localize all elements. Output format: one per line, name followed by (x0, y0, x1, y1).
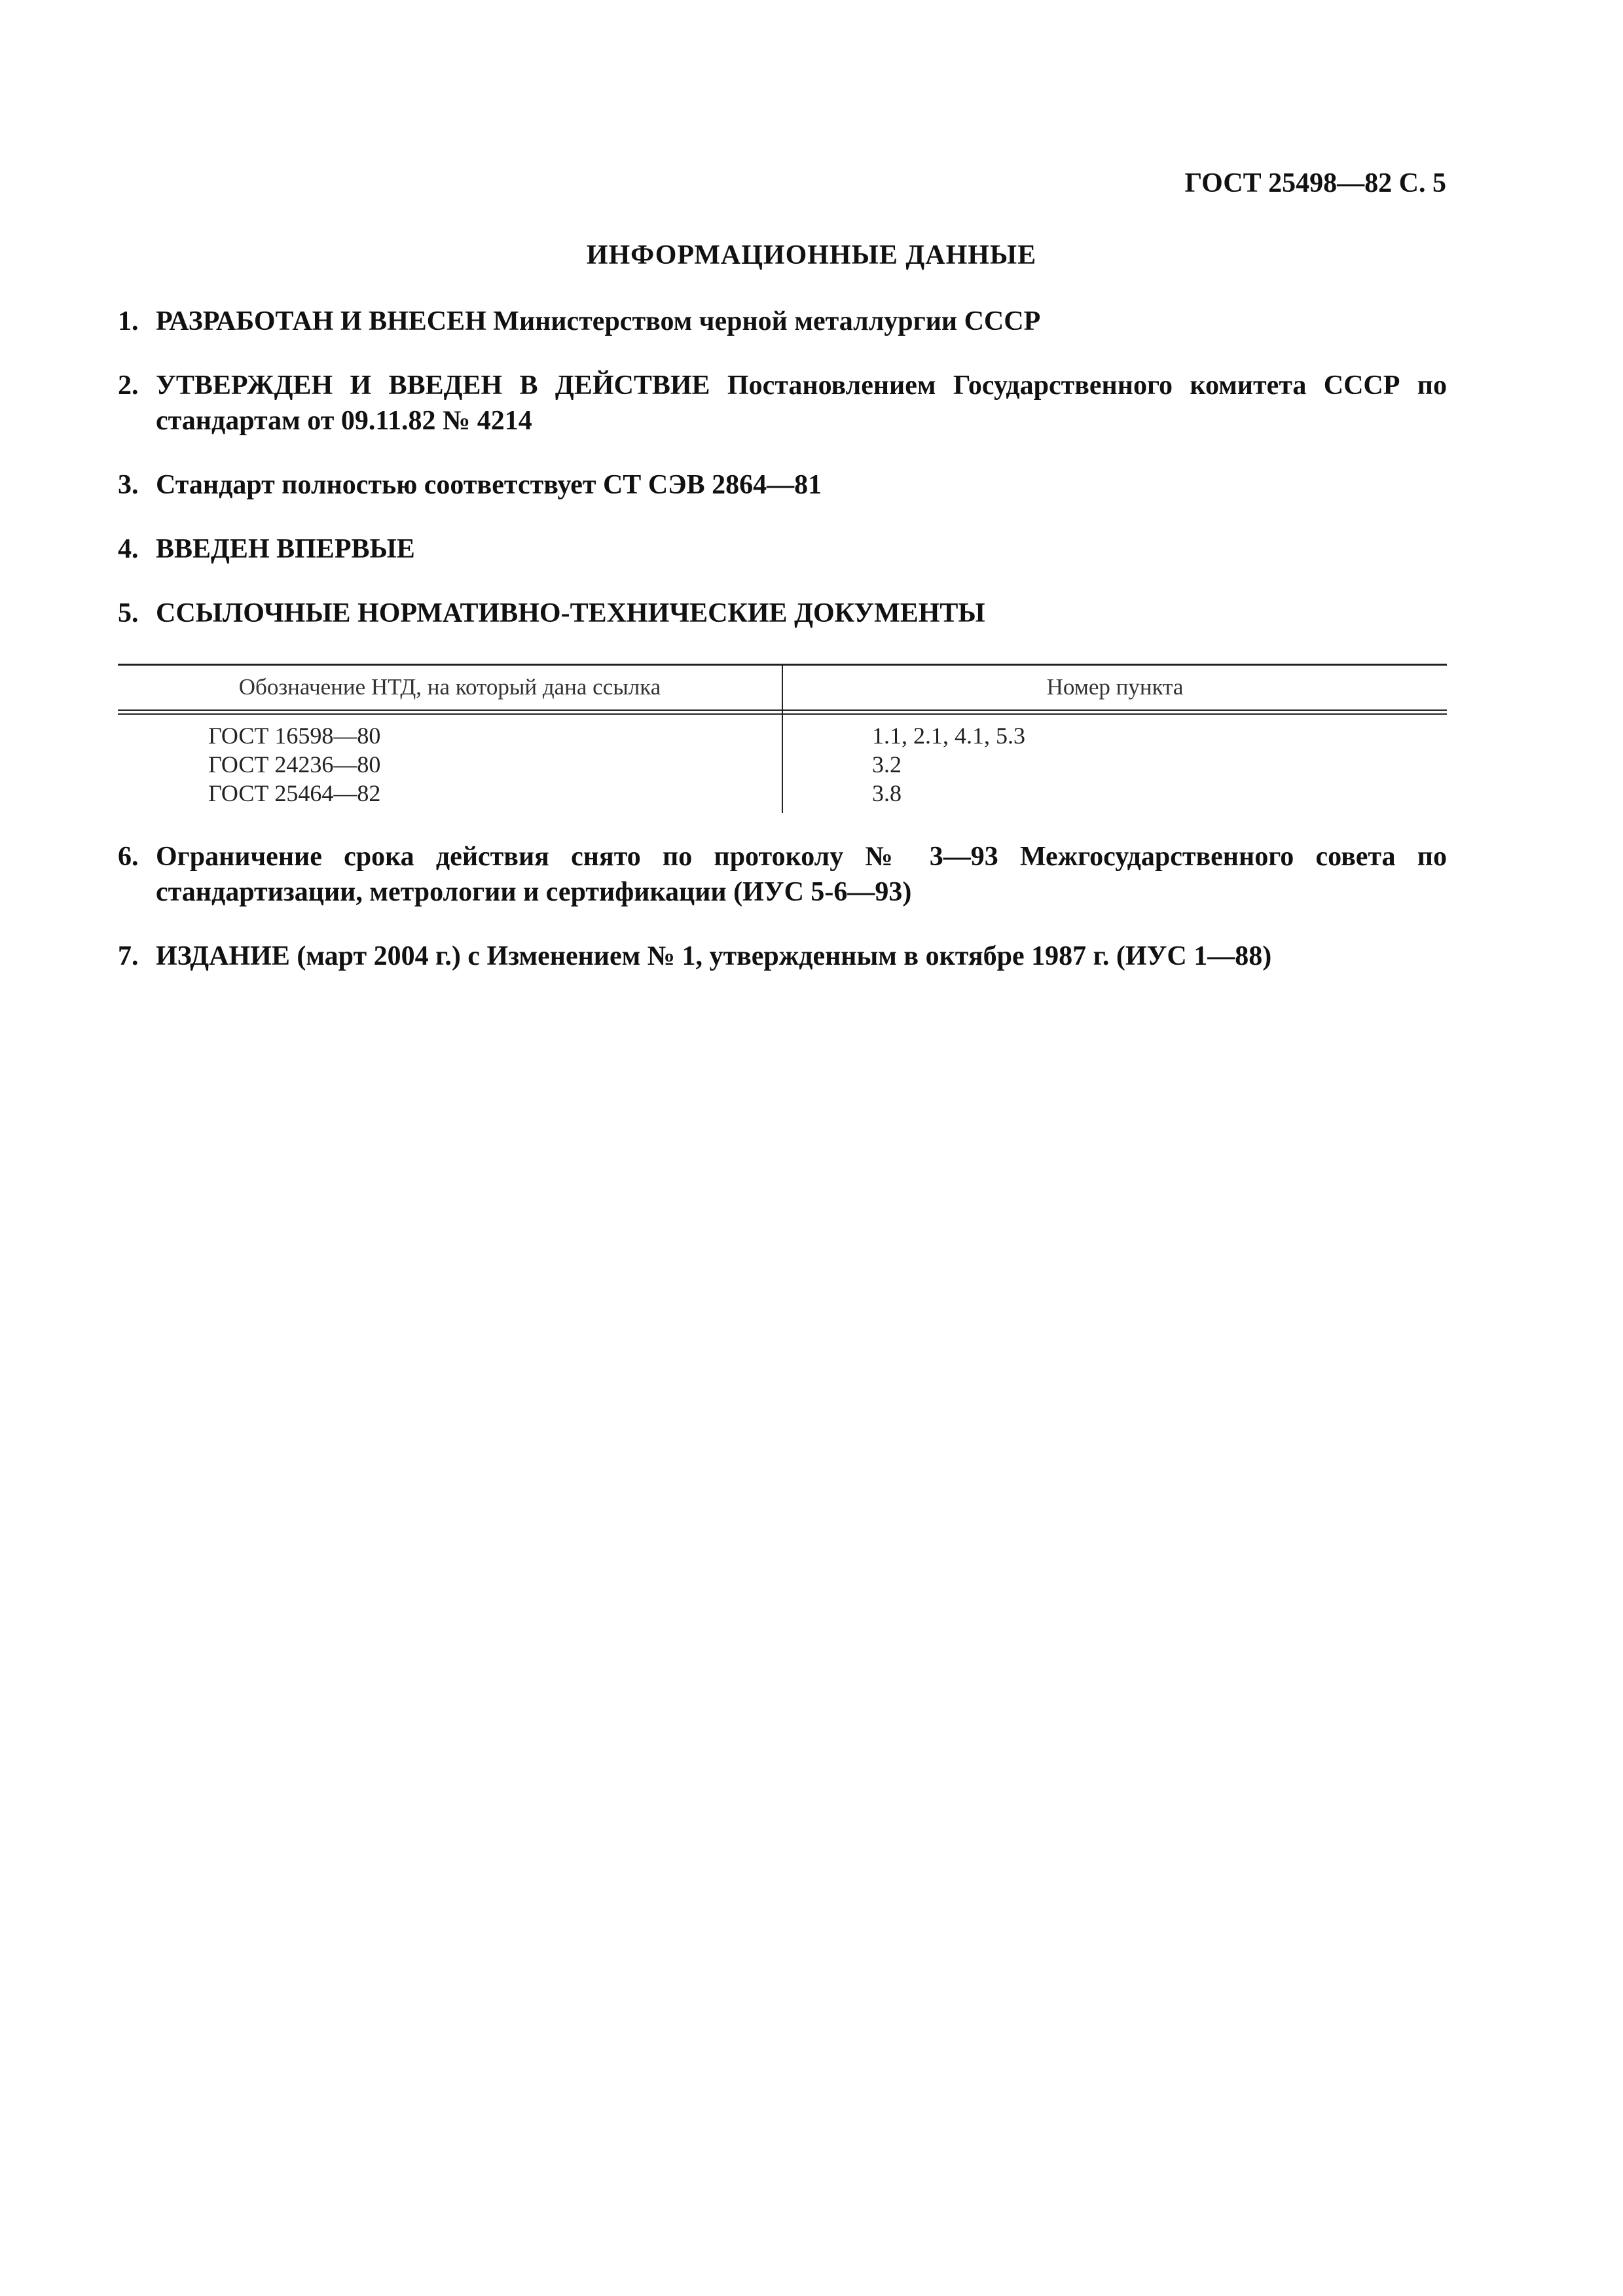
item-number: 7. (118, 941, 139, 971)
info-item-2 (118, 368, 1447, 439)
info-item-1 (118, 304, 1447, 339)
info-item-5 (118, 596, 1447, 631)
table-cell-designation: ГОСТ 24236—80 (208, 751, 381, 778)
info-item-4 (118, 531, 1447, 567)
item-text: ССЫЛОЧНЫЕ НОРМАТИВНО-ТЕХНИЧЕСКИЕ ДОКУМЕНТЫ (156, 598, 985, 628)
page-header: ГОСТ 25498—82 С. 5 (1184, 168, 1446, 198)
table-cell-clause: 3.2 (872, 751, 902, 778)
item-text: Ограничение срока действия снято по протоколу № 3—93 Межгосударственного совета по стандартизации, метрологии и сертификации (ИУС 5-6—93) (156, 842, 1447, 907)
item-number: 1. (118, 306, 139, 336)
info-item-3 (118, 467, 1447, 503)
item-number: 5. (118, 598, 139, 628)
table-row (118, 721, 1447, 750)
item-number: 3. (118, 470, 139, 500)
table-header-designation: Обозначение НТД, на который дана ссылка (238, 674, 661, 700)
table-row (118, 750, 1447, 779)
item-number: 2. (118, 370, 139, 401)
item-text: Стандарт полностью соответствует СТ СЭВ 2864—81 (156, 470, 822, 500)
table-body (118, 721, 1447, 808)
info-item-7 (118, 939, 1447, 974)
page-title: ИНФОРМАЦИОННЫЕ ДАННЫЕ (586, 240, 1037, 270)
table-cell-designation: ГОСТ 25464—82 (208, 780, 381, 806)
item-text: РАЗРАБОТАН И ВНЕСЕН Министерством черной металлургии СССР (156, 306, 1041, 336)
item-number: 4. (118, 534, 139, 564)
item-text: ИЗДАНИЕ (март 2004 г.) с Изменением № 1, утвержденным в октябре 1987 г. (ИУС 1—88) (156, 941, 1272, 971)
item-number: 6. (118, 842, 139, 872)
info-item-6 (118, 839, 1447, 910)
table-cell-clause: 1.1, 2.1, 4.1, 5.3 (872, 723, 1025, 749)
table-header-rule (118, 713, 1447, 715)
reference-documents-table (118, 664, 1447, 813)
table-cell-designation: ГОСТ 16598—80 (208, 723, 381, 749)
table-header-rule (118, 709, 1447, 711)
item-text: ВВЕДЕН ВПЕРВЫЕ (156, 534, 415, 564)
table-cell-clause: 3.8 (872, 780, 902, 806)
item-text: УТВЕРЖДЕН И ВВЕДЕН В ДЕЙСТВИЕ Постановлением Государственного комитета СССР по стандартам от 09.11.82 № 4214 (156, 370, 1447, 436)
table-row (118, 779, 1447, 808)
table-header-clause: Номер пункта (1046, 674, 1184, 700)
